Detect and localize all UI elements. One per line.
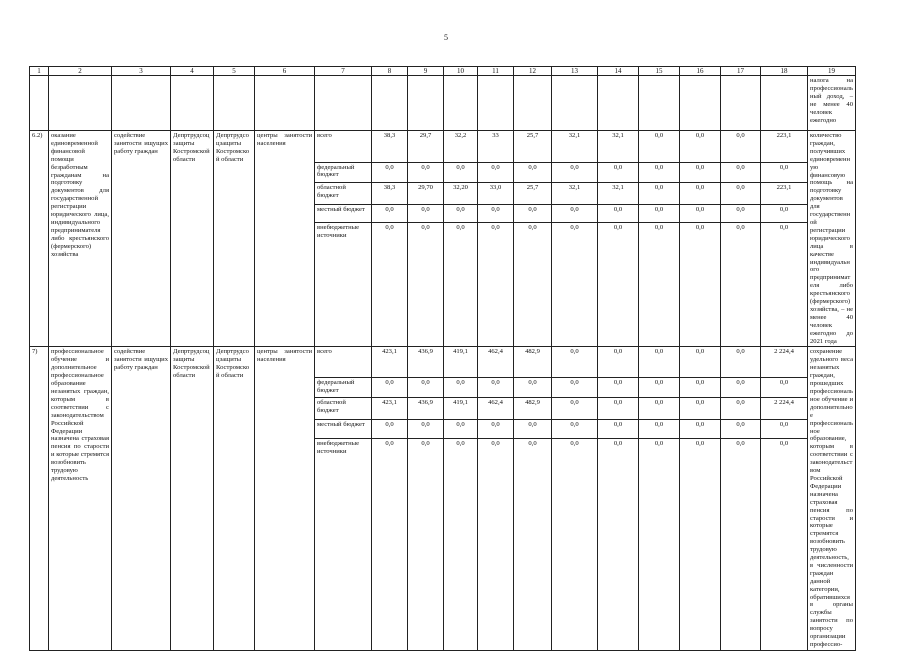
funding-value: 0,0 [598,223,639,347]
funding-value: 423,1 [372,347,408,377]
funding-value: 0,0 [444,438,478,650]
responsible-executor: Депртрудсоцзащиты Костромской области [171,347,214,650]
funding-value: 0,0 [639,204,680,223]
funding-value: 0,0 [639,162,680,182]
column-number-1: 1 [30,67,49,76]
funding-value: 0,0 [680,438,721,650]
column-number-16: 16 [680,67,721,76]
funding-value: 419,1 [444,398,478,420]
funding-value: 0,0 [680,420,721,439]
column-number-7: 7 [315,67,372,76]
funding-value: 0,0 [639,131,680,163]
funding-value: 0,0 [680,162,721,182]
funding-value: 0,0 [721,420,761,439]
empty-cell [478,76,514,131]
funding-value: 0,0 [598,162,639,182]
funding-value: 0,0 [552,162,598,182]
column-number-8: 8 [372,67,408,76]
funding-value: 32,1 [552,131,598,163]
program-table [29,66,856,651]
funding-value: 0,0 [514,420,552,439]
funding-value: 0,0 [639,183,680,205]
empty-cell [171,76,214,131]
funding-value: 0,0 [478,420,514,439]
column-number-14: 14 [598,67,639,76]
funding-value: 0,0 [478,223,514,347]
participant: центры занятости населения [255,347,315,650]
funding-value: 436,9 [408,347,444,377]
funding-value: 0,0 [408,420,444,439]
funding-value: 0,0 [680,347,721,377]
funding-value: 33 [478,131,514,163]
funding-value: 0,0 [372,438,408,650]
participant: центры занятости населения [255,131,315,347]
funding-value: 0,0 [761,204,808,223]
funding-value: 0,0 [372,223,408,347]
funding-value: 0,0 [761,162,808,182]
funding-value: 0,0 [372,204,408,223]
funding-value: 0,0 [552,204,598,223]
empty-cell [761,76,808,131]
funding-value: 0,0 [761,420,808,439]
funding-value: 0,0 [408,377,444,397]
funding-value: 482,9 [514,347,552,377]
empty-cell [552,76,598,131]
funding-value: 0,0 [598,204,639,223]
empty-cell [30,76,49,131]
table-row [30,347,856,377]
funding-value: 0,0 [721,347,761,377]
funding-value: 0,0 [680,131,721,163]
funding-value: 0,0 [598,420,639,439]
funding-value: 2 224,4 [761,398,808,420]
funding-value: 0,0 [552,223,598,347]
funding-source: местный бюджет [315,420,372,439]
column-number-6: 6 [255,67,315,76]
funding-value: 0,0 [552,347,598,377]
funding-value: 0,0 [721,131,761,163]
funding-value: 0,0 [680,377,721,397]
funding-value: 0,0 [721,438,761,650]
funding-value: 0,0 [680,398,721,420]
funding-value: 0,0 [598,377,639,397]
measure-name: профессиональное обучение и дополнительное профессиональное образование незанятых граждан, которым в соответствии с законодательством Российской Федерации назначена страховая пенсия по старости и которые стремятся возобновить трудовую деятельность [49,347,112,650]
funding-value: 25,7 [514,131,552,163]
funding-value: 0,0 [761,438,808,650]
empty-cell [372,76,408,131]
funding-value: 0,0 [721,162,761,182]
funding-value: 33,0 [478,183,514,205]
funding-value: 436,9 [408,398,444,420]
column-number-3: 3 [112,67,171,76]
funding-value: 0,0 [478,162,514,182]
empty-cell [408,76,444,131]
funding-value: 0,0 [444,162,478,182]
page-number: 5 [444,33,448,42]
funding-value: 0,0 [514,223,552,347]
column-number-5: 5 [214,67,255,76]
funding-value: 0,0 [552,420,598,439]
funding-value: 0,0 [761,377,808,397]
column-number-9: 9 [408,67,444,76]
header-row [30,67,856,76]
funding-value: 462,4 [478,398,514,420]
goal: содействие занятости ищущих работу граждан [112,131,171,347]
funding-value: 2 224,4 [761,347,808,377]
funding-value: 32,20 [444,183,478,205]
column-number-15: 15 [639,67,680,76]
funding-value: 0,0 [721,377,761,397]
funding-value: 462,4 [478,347,514,377]
funding-value: 0,0 [721,204,761,223]
funding-value: 423,1 [372,398,408,420]
funding-value: 0,0 [639,398,680,420]
continuation-row [30,76,856,131]
funding-value: 0,0 [408,162,444,182]
funding-value: 0,0 [514,162,552,182]
empty-cell [315,76,372,131]
funding-value: 0,0 [444,204,478,223]
funding-value: 32,1 [598,183,639,205]
funding-value: 38,3 [372,183,408,205]
funding-value: 0,0 [408,438,444,650]
funding-source: федеральный бюджет [315,377,372,397]
column-number-4: 4 [171,67,214,76]
empty-cell [255,76,315,131]
funding-value: 0,0 [514,438,552,650]
funding-value: 0,0 [639,438,680,650]
funding-value: 0,0 [552,398,598,420]
goal: содействие занятости ищущих работу граждан [112,347,171,650]
funding-value: 0,0 [680,223,721,347]
funding-value: 223,1 [761,183,808,205]
column-number-18: 18 [761,67,808,76]
empty-cell [680,76,721,131]
funding-value: 0,0 [372,162,408,182]
funding-value: 0,0 [444,420,478,439]
funding-value: 0,0 [680,204,721,223]
funding-value: 0,0 [761,223,808,347]
measure-name: оказание единовременной финансовой помощи безработным гражданам на подготовку документов для государственной регистрации юридического лица, индивидуального предпринимателя либо крестьянского (фермерского) хозяйства [49,131,112,347]
row-number: 6.2) [30,131,49,347]
funding-value: 0,0 [552,377,598,397]
funding-value: 29,7 [408,131,444,163]
empty-cell [444,76,478,131]
funding-source: всего [315,131,372,163]
funding-value: 0,0 [408,204,444,223]
column-number-17: 17 [721,67,761,76]
empty-cell [721,76,761,131]
responsible-executor: Депртрудсоцзащиты Костромской области [171,131,214,347]
funding-value: 0,0 [478,377,514,397]
result-continuation: налога на профессиональный доход, – не менее 40 человек ежегодно [808,76,856,131]
funding-value: 0,0 [598,347,639,377]
funding-value: 29,70 [408,183,444,205]
row-number: 7) [30,347,49,650]
funding-value: 0,0 [514,377,552,397]
funding-value: 0,0 [514,204,552,223]
funding-value: 0,0 [478,438,514,650]
funding-source: федеральный бюджет [315,162,372,182]
funding-value: 0,0 [444,223,478,347]
funding-value: 0,0 [639,347,680,377]
funding-value: 38,3 [372,131,408,163]
empty-cell [49,76,112,131]
empty-cell [639,76,680,131]
column-number-13: 13 [552,67,598,76]
funding-value: 419,1 [444,347,478,377]
funding-source: внебюджетные источники [315,438,372,650]
funding-value: 482,9 [514,398,552,420]
co-executor: Депртрудсоцзащиты Костромской области [214,347,255,650]
funding-value: 0,0 [680,183,721,205]
funding-value: 0,0 [721,398,761,420]
co-executor: Депртрудсоцзащиты Костромской области [214,131,255,347]
funding-source: областной бюджет [315,398,372,420]
funding-value: 25,7 [514,183,552,205]
funding-value: 32,2 [444,131,478,163]
funding-value: 0,0 [721,183,761,205]
funding-value: 0,0 [598,438,639,650]
funding-value: 32,1 [552,183,598,205]
column-number-2: 2 [49,67,112,76]
empty-cell [598,76,639,131]
funding-source: всего [315,347,372,377]
funding-value: 0,0 [372,420,408,439]
empty-cell [214,76,255,131]
funding-value: 0,0 [639,377,680,397]
funding-value: 0,0 [372,377,408,397]
table-row [30,131,856,163]
funding-value: 0,0 [552,438,598,650]
empty-cell [514,76,552,131]
empty-cell [112,76,171,131]
funding-value: 32,1 [598,131,639,163]
funding-value: 223,1 [761,131,808,163]
column-number-11: 11 [478,67,514,76]
funding-value: 0,0 [598,398,639,420]
funding-value: 0,0 [639,420,680,439]
funding-value: 0,0 [444,377,478,397]
expected-result: сохранение удельного веса незанятых граждан, прошедших профессиональное обучение и дополнительное профессиональное образование, которым в соответствии с законодательством Российской Федерации назначена страховая пенсия по старости и которые стремятся возобновить трудовую деятельность, в численности граждан данной категории, обратившихся в органы службы занятости по вопросу организации профессио- [808,347,856,650]
column-number-19: 19 [808,67,856,76]
funding-source: местный бюджет [315,204,372,223]
funding-value: 0,0 [478,204,514,223]
funding-value: 0,0 [721,223,761,347]
funding-value: 0,0 [639,223,680,347]
column-number-12: 12 [514,67,552,76]
funding-value: 0,0 [408,223,444,347]
funding-source: внебюджетные источники [315,223,372,347]
expected-result: количество граждан, получивших единовременную финансовую помощь на подготовку документов для государственной регистрации юридического лица в качестве индивидуального предпринимателя либо крестьянского (фермерского) хозяйства, – не менее 40 человек ежегодно до 2021 года [808,131,856,347]
funding-source: областной бюджет [315,183,372,205]
column-number-10: 10 [444,67,478,76]
